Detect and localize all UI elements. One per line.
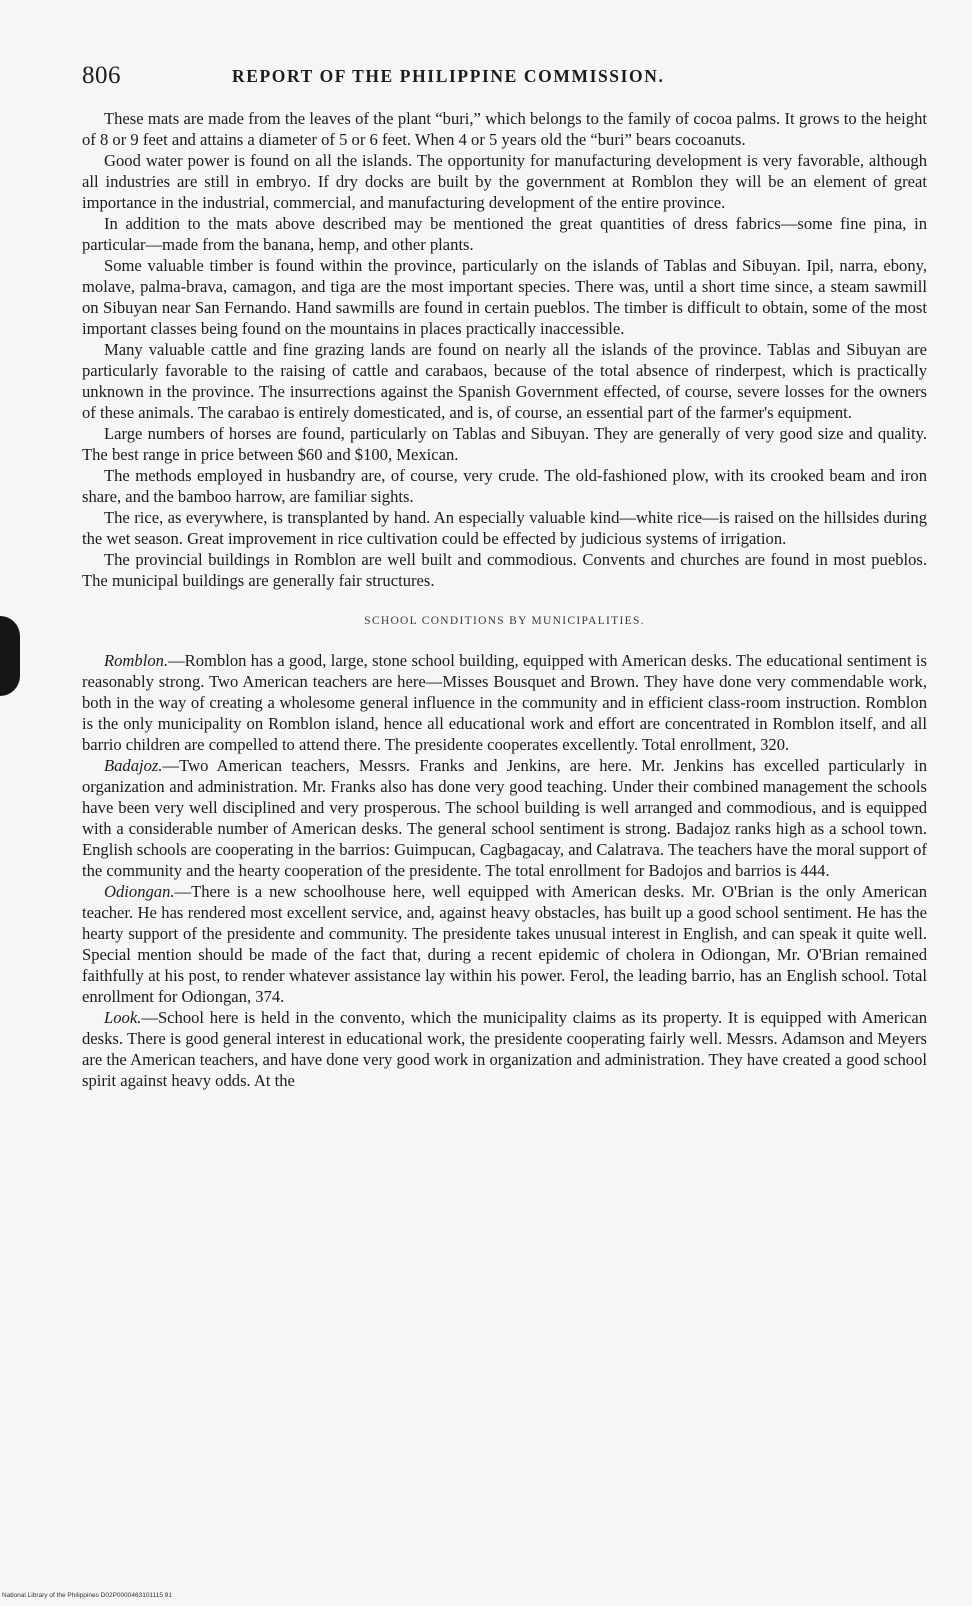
paragraph-timber: Some valuable timber is found within the province, particularly on the islands of Tablas and Sibuyan. Ipil, narra, ebony, molave, palma-brava, camagon, and tiga are the most important species. There was, until a short time since, a steam sawmill on Sibuyan near San Fernando. Hand sawmills are found in certain pueblos. The timber is difficult to obtain, some of the most important classes being found on the mountains in places practically inaccessible.	[82, 256, 927, 338]
municipality-text: —Romblon has a good, large, stone school building, equipped with American desks. The educational sentiment is reasonably strong. Two American teachers are here—Misses Bousquet and Brown. They have done very commendable work, both in the way of creating a wholesome general influence in the community and in efficient class-room instruction. Romblon is the only municipality on Romblon island, hence all educational work and effort are concentrated in Romblon itself, and all barrio children are compelled to attend there. The presidente cooperates excellently. Total enrollment, 320.	[82, 651, 927, 754]
paragraph-water-power: Good water power is found on all the islands. The opportunity for manufacturing development is very favorable, although all industries are still in embryo. If dry docks are built by the government at Romblon they will be an element of great importance in the industrial, commercial, and manufacturing development of the entire province.	[82, 151, 927, 212]
municipality-name: Look.	[104, 1008, 142, 1027]
running-head: REPORT OF THE PHILIPPINE COMMISSION.	[232, 66, 665, 86]
paragraph-buri-mats: These mats are made from the leaves of the plant “buri,” which belongs to the family of cocoa palms. It grows to the height of 8 or 9 feet and attains a diameter of 5 or 6 feet. When 4 or 5 years old the “buri” bears cocoanuts.	[82, 109, 927, 149]
municipality-entry	[82, 881, 927, 1007]
body-text	[82, 108, 927, 1091]
paragraph-cattle: Many valuable cattle and fine grazing lands are found on nearly all the islands of the province. Tablas and Sibuyan are particularly favorable to the raising of cattle and carabaos, because of the total absence of rinderpest, which is practically unknown in the province. The insurrections against the Spanish Government effected, of course, severe losses for the owners of these animals. The carabao is entirely domesticated, and is, of course, an essential part of the farmer's equipment.	[82, 340, 927, 422]
paragraph-rice: The rice, as everywhere, is transplanted by hand. An especially valuable kind—white rice—is raised on the hillsides during the wet season. Great improvement in rice cultivation could be effected by judicious systems of irrigation.	[82, 508, 927, 548]
municipality-name: Odiongan.	[104, 882, 175, 901]
paragraph-dress-fabrics: In addition to the mats above described may be mentioned the great quantities of dress fabrics—some fine pina, in particular—made from the banana, hemp, and other plants.	[82, 214, 927, 254]
scan-binding-shadow	[0, 616, 20, 696]
municipality-entry	[82, 755, 927, 881]
municipality-entry	[82, 1007, 927, 1091]
municipality-name: Romblon.	[104, 651, 169, 670]
footer-credit: National Library of the Philippines D02P0000463101115 91	[2, 1592, 172, 1599]
municipality-text: —School here is held in the convento, which the municipality claims as its property. It is equipped with American desks. There is good general interest in educational work, the presidente cooperating fairly well. Messrs. Adamson and Meyers are the American teachers, and have done very good work in organization and administration. They have created a good school spirit against heavy odds. At the	[82, 1008, 927, 1090]
municipality-text: —Two American teachers, Messrs. Franks and Jenkins, are here. Mr. Jenkins has excelled particularly in organization and administration. Mr. Franks also has done very good teaching. Under their combined management the schools have been very well disciplined and very prosperous. The school building is well arranged and commodious, and is equipped with a considerable number of American desks. The general school sentiment is strong. Badajoz ranks high as a school town. English schools are cooperating in the barrios: Guimpucan, Cagbagacay, and Calatrava. The teachers have the moral support of the community and the hearty cooperation of the presidente. The total enrollment for Badojos and barrios is 444.	[82, 756, 927, 880]
paragraph-horses: Large numbers of horses are found, particularly on Tablas and Sibuyan. They are generally of very good size and quality. The best range in price between $60 and $100, Mexican.	[82, 424, 927, 464]
municipality-entry	[82, 650, 927, 755]
municipality-text: —There is a new schoolhouse here, well equipped with American desks. Mr. O'Brian is the only American teacher. He has rendered most excellent service, and, against heavy obstacles, has built up a good school sentiment. He has the hearty support of the presidente and community. The presidente takes unusual interest in English, and can speak it quite well. Special mention should be made of the fact that, during a recent epidemic of cholera in Odiongan, Mr. O'Brian remained faithfully at his post, to render whatever assistance lay within his power. Ferol, the leading barrio, has an English school. Total enrollment for Odiongan, 374.	[82, 882, 927, 1006]
page-number: 806	[82, 62, 121, 89]
page-header	[82, 62, 927, 98]
paragraph-husbandry: The methods employed in husbandry are, of course, very crude. The old-fashioned plow, with its crooked beam and iron share, and the bamboo harrow, are familiar sights.	[82, 466, 927, 506]
municipality-name: Badajoz.	[104, 756, 163, 775]
paragraph-provincial-buildings: The provincial buildings in Romblon are well built and commodious. Convents and churches are found in most pueblos. The municipal buildings are generally fair structures.	[82, 550, 927, 590]
section-heading: SCHOOL CONDITIONS BY MUNICIPALITIES.	[364, 615, 645, 627]
